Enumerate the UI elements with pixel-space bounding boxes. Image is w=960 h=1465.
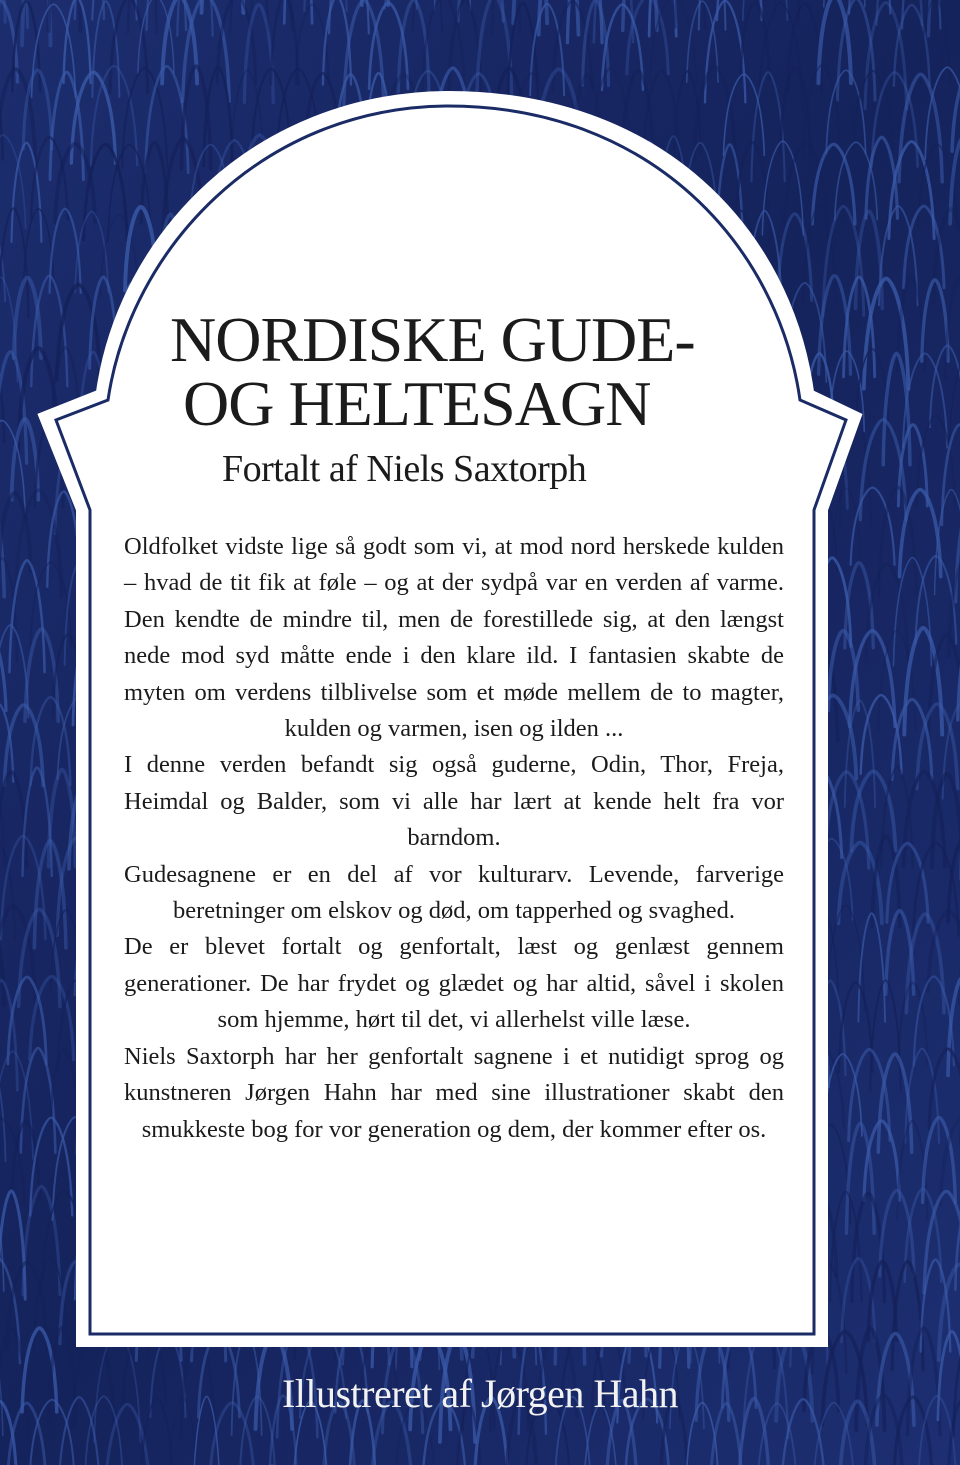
- title-line-2: OG HELTESAGN: [183, 368, 651, 439]
- blurb-paragraph: De er blevet fortalt og genfortalt, læst og genlæst gennem generationer. De har frydet og glædet og har altid, såvel i skolen som hjemme, hørt til det, vi allerhelst ville læse.: [124, 933, 784, 1034]
- blurb-paragraph: Oldfolket vidste lige så godt som vi, at mod nord herskede kulden – hvad de tit fik at føle – og at der sydpå var en verden af varme. Den kendte de mindre til, men de forestillede sig, at den længst nede mod syd måtte ende i den klare ild. I fantasien skabte de myten om verdens tilblivelse som et møde mellem de to magter, kulden og varmen, isen og ilden ...: [124, 533, 784, 743]
- subtitle-author: Fortalt af Niels Saxtorph: [222, 448, 587, 490]
- blurb-paragraph: Niels Saxtorph har her genfortalt sagnene i et nutidigt sprog og kunstneren Jørgen Hahn har med sine illustrationer skabt den smukkeste bog for vor generation og dem, der kommer efter os.: [124, 1042, 784, 1143]
- blurb-paragraph: Gudesagnene er en del af vor kulturarv. Levende, farverige beretninger om elskov og død, om tapperhed og svaghed.: [124, 860, 784, 925]
- blurb-text: [124, 529, 784, 1148]
- blurb-paragraph: I denne verden befandt sig også guderne, Odin, Thor, Freja, Heimdal og Balder, som vi alle har lært at kende helt fra vor barndom.: [124, 751, 784, 852]
- illustrator-credit: Illustreret af Jørgen Hahn: [281, 1371, 679, 1416]
- title-line-1: NORDISKE GUDE-: [170, 304, 695, 375]
